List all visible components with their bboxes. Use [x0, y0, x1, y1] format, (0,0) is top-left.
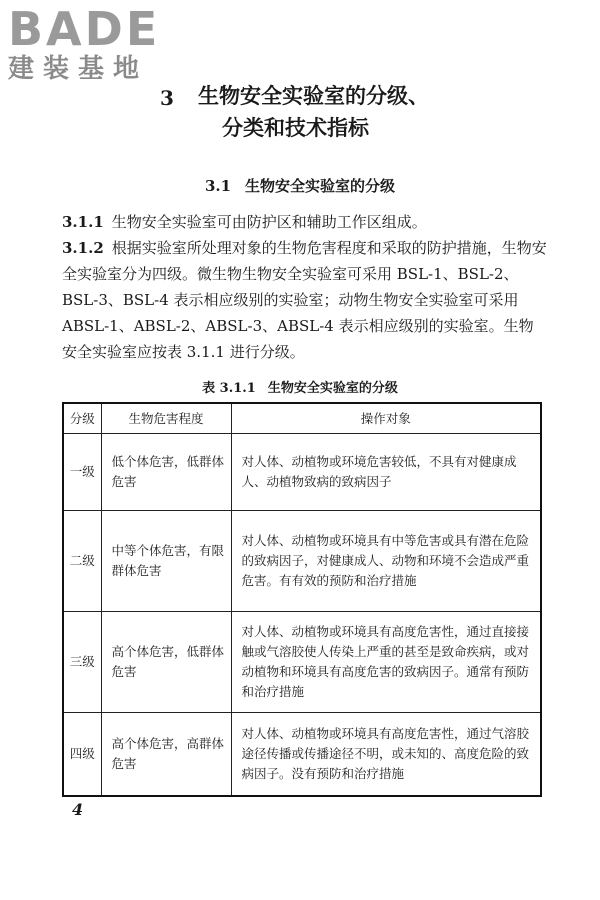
section-heading [0, 175, 600, 196]
table-caption-number: 表 3.1.1 [202, 381, 256, 396]
table-caption [0, 377, 600, 396]
chapter-title-line-1: 生物安全实验室的分级、 [198, 83, 429, 108]
section-title: 生物安全实验室的分级 [245, 177, 396, 195]
table-caption-title: 生物安全实验室的分级 [267, 381, 398, 396]
cell-level: 四级 [63, 713, 101, 796]
cell-hazard: 中等个体危害，有限群体危害 [101, 511, 231, 612]
table-row [63, 612, 541, 713]
clause-text: 根据实验室所处理对象的生物危害程度和采取的防护措施，生物安全实验室分为四级。微生物生物安全实验室可采用 BSL-1、BSL-2、BSL-3、BSL-4 表示相应级别的实验室；动物生物安全实验室可采用 ABSL-1、ABSL-2、ABSL-3、ABSL-4 表示相应级别的实验室。生物安全实验室应按表 3.1.1 进行分级。 [62, 239, 547, 361]
clause-number: 3.1.1 [62, 213, 104, 231]
cell-level: 二级 [63, 511, 101, 612]
clause-number: 3.1.2 [62, 239, 104, 257]
chapter-title-line-2: 分类和技术指标 [222, 115, 369, 140]
cell-hazard: 高个体危害，高群体危害 [101, 713, 231, 796]
table-header-row [63, 403, 541, 434]
cell-target: 对人体、动植物或环境具有高度危害性，通过直接接触或气溶胶使人传染上严重的甚至是致命疾病，或对动植物和环境具有高度危害的致病因子。通常有预防和治疗措施 [231, 612, 541, 713]
chapter-number: 3 [160, 86, 174, 110]
header-hazard: 生物危害程度 [101, 403, 231, 434]
table-row [63, 713, 541, 796]
cell-hazard: 高个体危害，低群体危害 [101, 612, 231, 713]
section-number: 3.1 [204, 177, 232, 195]
clause-text: 生物安全实验室可由防护区和辅助工作区组成。 [111, 213, 427, 231]
clause-3-1-1 [62, 209, 548, 235]
header-target: 操作对象 [231, 403, 541, 434]
watermark-logo [8, 2, 178, 84]
cell-level: 三级 [63, 612, 101, 713]
table-row [63, 511, 541, 612]
header-level: 分级 [63, 403, 101, 434]
table-row [63, 434, 541, 511]
page-number: 4 [72, 800, 84, 819]
cell-target: 对人体、动植物或环境具有高度危害性，通过气溶胶途径传播或传播途径不明，或未知的、高度危险的致病因子。没有预防和治疗措施 [231, 713, 541, 796]
chapter-title [198, 80, 498, 144]
cell-level: 一级 [63, 434, 101, 511]
biosafety-level-table [62, 402, 542, 797]
cell-target: 对人体、动植物或环境危害较低，不具有对健康成人、动植物致病的致病因子 [231, 434, 541, 511]
watermark-subtitle: 建装基地 [8, 54, 149, 84]
cell-hazard: 低个体危害，低群体危害 [101, 434, 231, 511]
clause-3-1-2 [62, 235, 548, 365]
watermark-brand: BADE [8, 2, 161, 56]
cell-target: 对人体、动植物或环境具有中等危害或具有潜在危险的致病因子，对健康成人、动物和环境不会造成严重危害。有有效的预防和治疗措施 [231, 511, 541, 612]
